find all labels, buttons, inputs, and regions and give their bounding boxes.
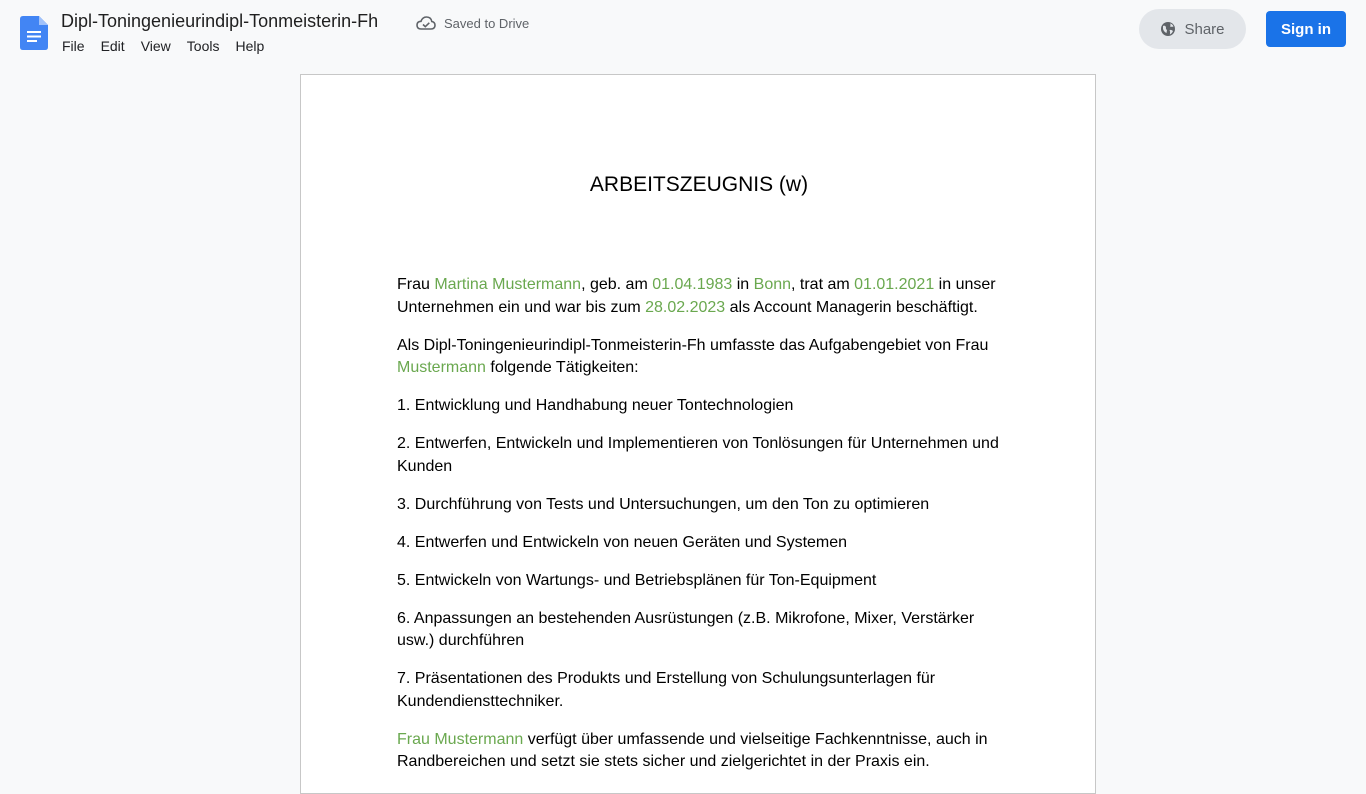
document-heading: ARBEITSZEUGNIS (w) bbox=[589, 173, 809, 196]
menu-file[interactable]: File bbox=[62, 38, 85, 54]
menu-edit[interactable]: Edit bbox=[100, 38, 125, 54]
text-run: in unser Unternehmen ein und war bis zum bbox=[397, 276, 996, 316]
top-bar bbox=[0, 0, 1366, 64]
role-paragraph bbox=[397, 335, 1003, 380]
employee-reference: Frau Mustermann bbox=[397, 730, 524, 748]
cloud-done-icon bbox=[416, 15, 436, 31]
document-title[interactable]: Dipl-Toningenieurindipl-Tonmeisterin-Fh bbox=[61, 11, 379, 31]
task-item: 6. Anpassungen an bestehenden Ausrüstungen (z.B. Mikrofone, Mixer, Verstärker usw.) durchführen bbox=[397, 609, 975, 649]
save-status-label: Saved to Drive bbox=[444, 15, 530, 31]
task-item: 2. Entwerfen, Entwickeln und Implementieren von Tonlösungen für Unternehmen und Kunden bbox=[397, 435, 999, 475]
sign-in-button[interactable]: Sign in bbox=[1266, 11, 1346, 47]
document-page[interactable] bbox=[300, 74, 1096, 794]
menu-tools[interactable]: Tools bbox=[186, 38, 220, 54]
text-run: , geb. am bbox=[581, 276, 653, 293]
task-item: 4. Entwerfen und Entwickeln von neuen Geräten und Systemen bbox=[397, 533, 848, 551]
text-run: Frau bbox=[397, 276, 435, 293]
text-run: verfügt über umfassende und vielseitige Fachkenntnisse, auch in Randbereichen und setzt sie stets sicher und zielgerichtet in der Praxis ein. bbox=[397, 730, 988, 770]
text-run: in bbox=[732, 276, 754, 293]
menu-bar bbox=[54, 36, 272, 56]
save-status[interactable] bbox=[416, 14, 529, 32]
task-item: 5. Entwickeln von Wartungs- und Betriebsplänen für Ton-Equipment bbox=[397, 571, 877, 589]
docs-logo-icon[interactable] bbox=[20, 16, 48, 50]
intro-paragraph bbox=[397, 274, 1003, 319]
skills-paragraph bbox=[397, 729, 1003, 774]
text-run: Als Dipl-Toningenieurindipl-Tonmeisterin-Fh umfasste das Aufgabengebiet von Frau bbox=[397, 336, 989, 354]
employee-surname: Mustermann bbox=[397, 359, 486, 376]
share-label: Share bbox=[1184, 20, 1225, 38]
task-item: 1. Entwicklung und Handhabung neuer Tontechnologien bbox=[397, 397, 794, 414]
menu-view[interactable]: View bbox=[140, 38, 171, 54]
birth-date: 01.04.1983 bbox=[652, 276, 733, 293]
task-item: 3. Durchführung von Tests und Untersuchungen, um den Ton zu optimieren bbox=[397, 495, 930, 513]
text-run: , trat am bbox=[791, 276, 855, 293]
share-button[interactable] bbox=[1139, 9, 1246, 49]
globe-icon bbox=[1160, 21, 1176, 37]
birth-place: Bonn bbox=[753, 276, 792, 293]
menu-help[interactable]: Help bbox=[235, 38, 265, 54]
document-body bbox=[397, 274, 1003, 789]
employee-name: Martina Mustermann bbox=[434, 276, 582, 293]
text-run: als Account Managerin beschäftigt. bbox=[725, 298, 978, 316]
end-date: 28.02.2023 bbox=[645, 298, 726, 316]
text-run: folgende Tätigkeiten: bbox=[485, 359, 639, 376]
start-date: 01.01.2021 bbox=[854, 276, 935, 293]
task-item: 7. Präsentationen des Produkts und Erstellung von Schulungsunterlagen für Kundendiensttechniker. bbox=[397, 670, 936, 710]
